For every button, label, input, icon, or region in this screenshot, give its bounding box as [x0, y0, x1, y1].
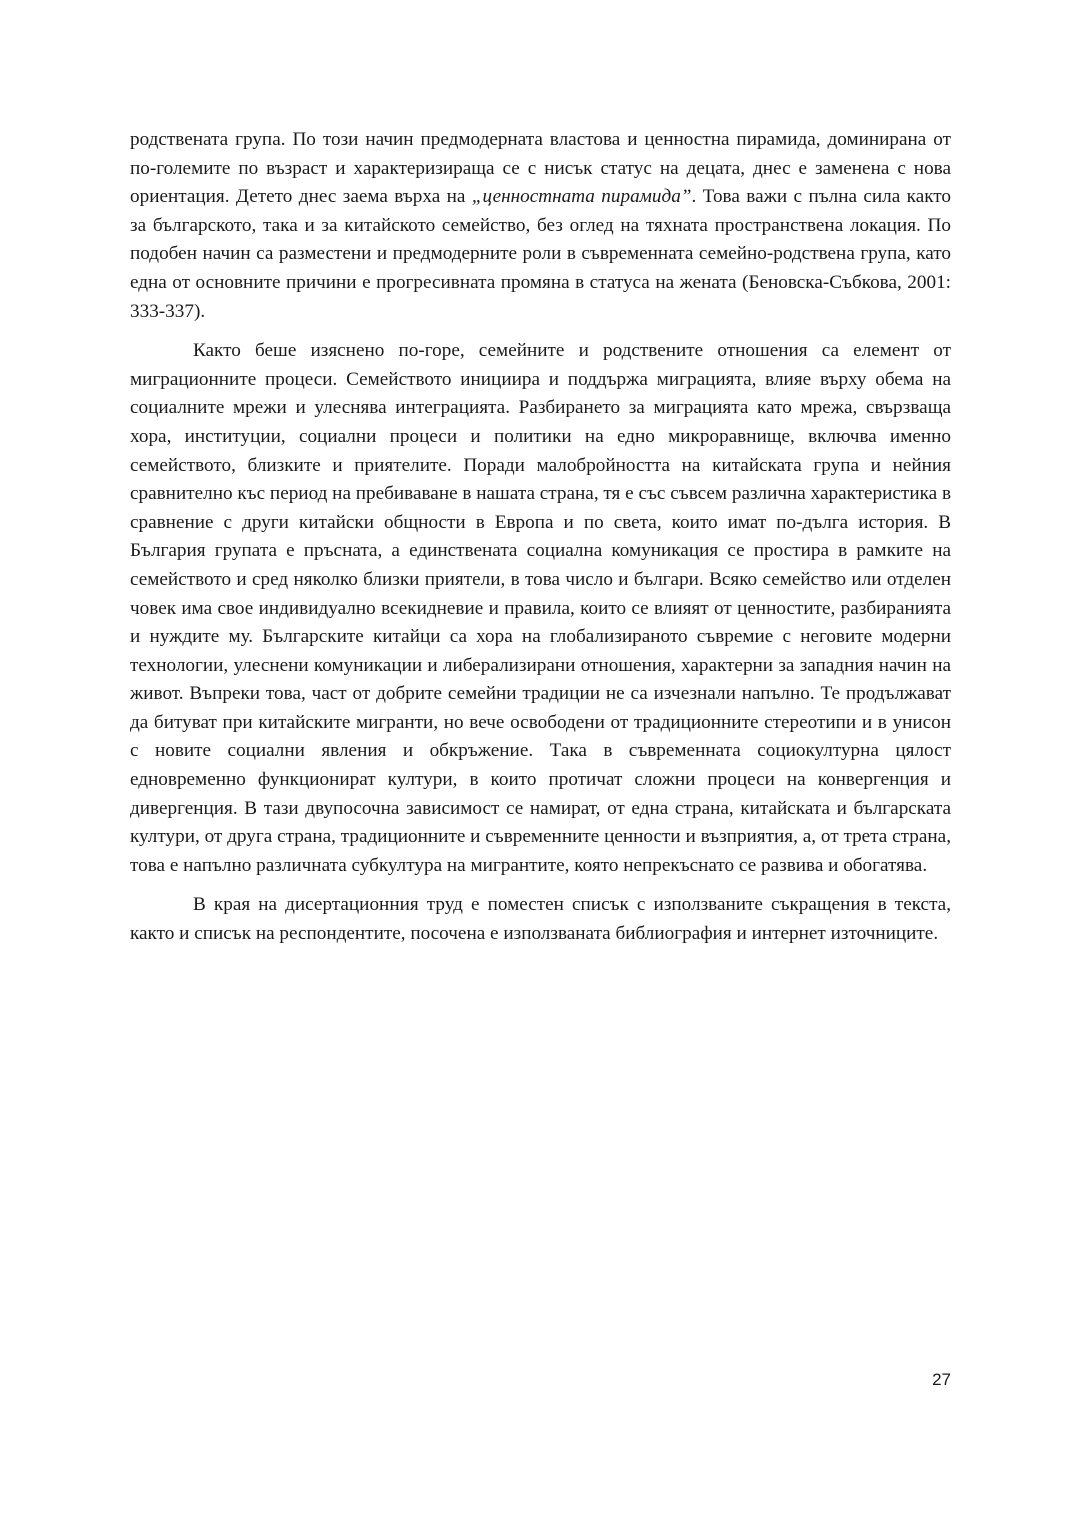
paragraph-3: В края на дисертационния труд е поместен списък с използваните съкращения в текста, както и списък на респондентите, посочена е използваната библиография и интернет източниците. — [130, 894, 951, 945]
paragraph-1-italic-phrase: „ценностната пирамида” — [471, 186, 692, 208]
page-number: 27 — [932, 1370, 951, 1389]
paragraph-1-text-start: родствената група. По този начин предмодерната властова и ценностна пирамида, доминирана от по-големите по възраст и характеризираща се с нисък статус на децата, днес е заменена с нова ориентация. Детето днес заема върха на — [130, 129, 951, 208]
paragraph-2: Както беше изяснено по-горе, семейните и родствените отношения са елемент от миграционните процеси. Семейството инициира и поддържа миграцията, влияе върху обема на социалните мрежи и улеснява интеграцията. Разбирането за миграцията като мрежа, свързваща хора, институции, социални процеси и политики на едно микроравнище, включва именно семейството, близките и приятелите. Поради малобройността на китайската група и нейния сравнително къс период на пребиваване в нашата страна, тя е със съвсем различна характеристика в сравнение с други китайски общности в Европа и по света, които имат по-дълга история. В България групата е пръсната, а единствената социална комуникация се простира в рамките на семейството и сред няколко близки приятели, в това число и българи. Всяко семейство или отделен човек има свое индивидуално всекидневие и правила, които се влияят от ценностите, разбиранията и нуждите му. Българските китайци са хора на глобализираното съвремие с неговите модерни технологии, улеснени комуникации и либерализирани отношения, характерни за западния начин на живот. Въпреки това, част от добрите семейни традиции не са изчезнали напълно. Те продължават да битуват при китайските мигранти, но вече освободени от традиционните стереотипи и в унисон с новите социални явления и обкръжение. Така в съвременната социокултурна цялост едновременно функционират култури, в които протичат сложни процеси на конвергенция и дивергенция. В тази двупосочна зависимост се намират, от една страна, китайската и българската култури, от друга страна, традиционните и съвременните ценности и възприятия, а, от трета страна, това е напълно различната субкултура на мигрантите, която непрекъснато се развива и обогатява. — [130, 340, 951, 876]
paragraph-1-text-end: . Това важи с пълна сила както за българското, така и за китайското семейство, без оглед на тяхната пространствена локация. По подобен начин са разместени и предмодерните роли в съвременната семейно-родствена група, като една от основните причини е прогресивната промяна в статуса на жената (Беновска-Събкова, 2001: 333-337). — [130, 186, 952, 322]
document-body — [130, 126, 951, 949]
paragraph-1 — [130, 126, 951, 326]
